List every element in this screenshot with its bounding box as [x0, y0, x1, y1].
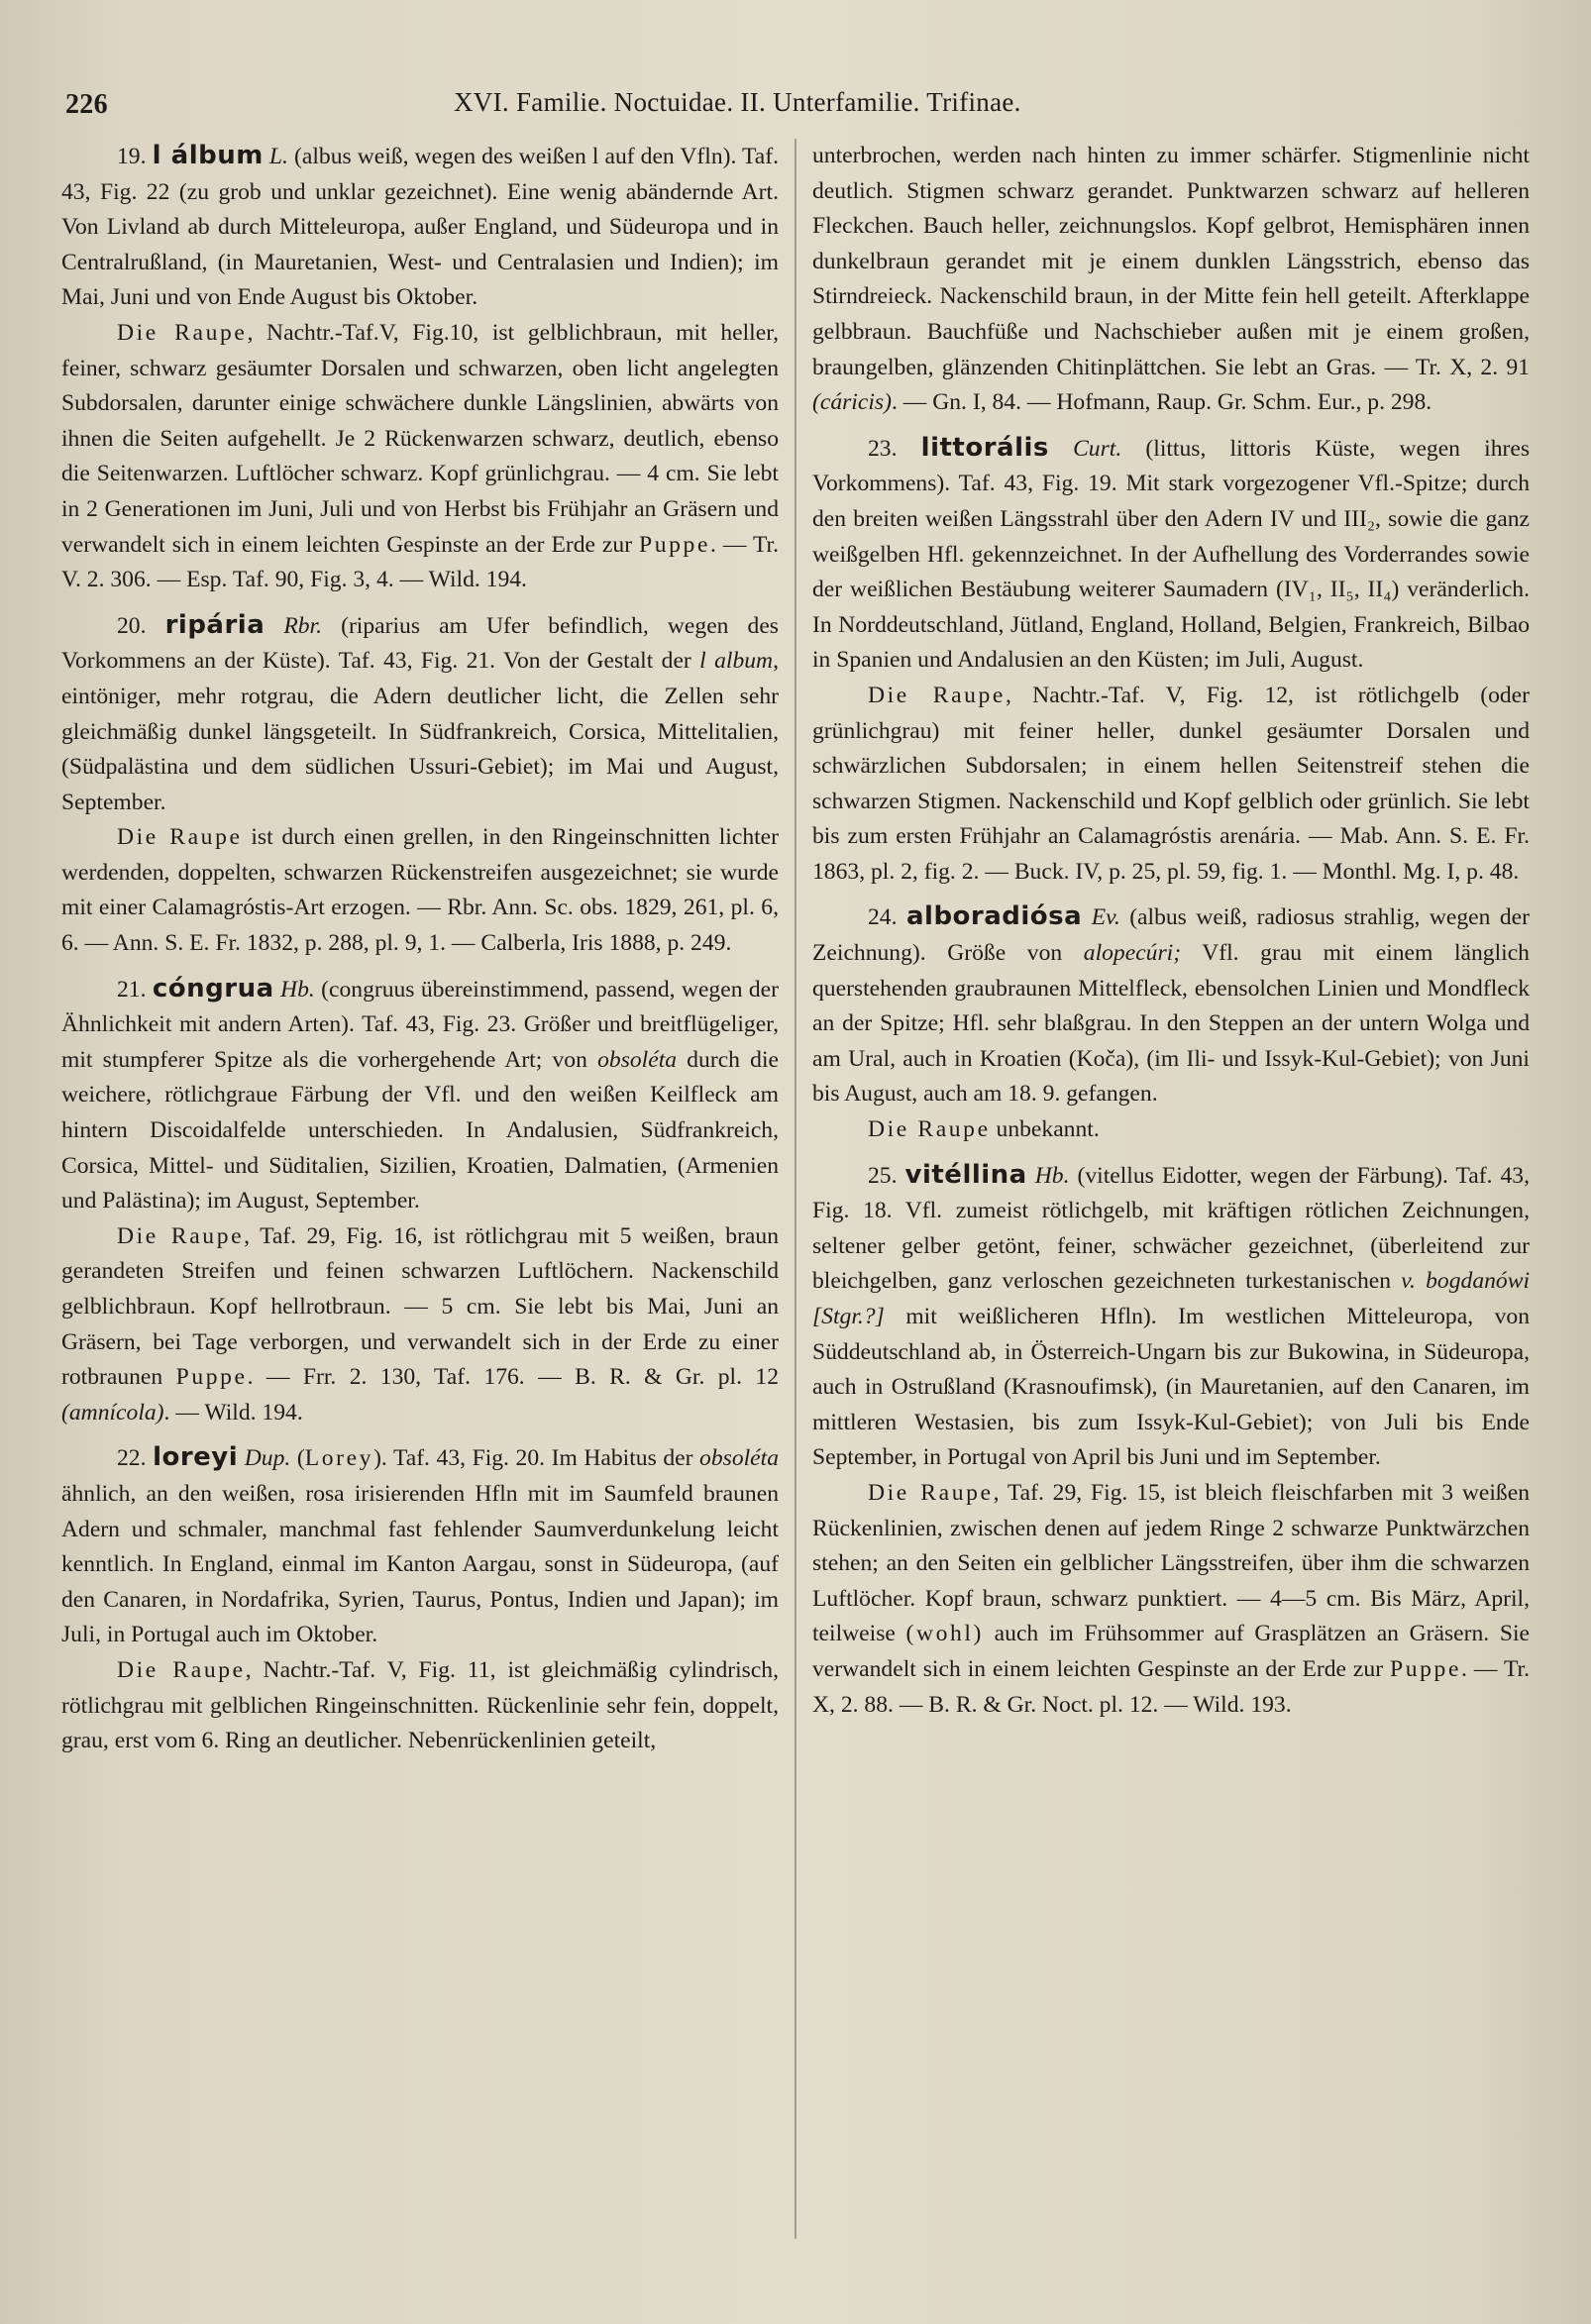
- species-entry-25: [812, 1158, 1530, 1724]
- entry-description: 25. vitéllina Hb. (vitellus Eidotter, wegen der Färbung). Taf. 43, Fig. 18. Vfl. zumeist rötlichgelb, mit kräftigen rötlichen Zeichnungen, seltener gelber getönt, feiner, schwächer gezeichnet, (überleitend zur bleichgelben, ganz verloschen gezeichneten turkestanischen v. bogdanówi [Stgr.?] mit weißlicheren Hfln). Im westlichen Mitteleuropa, von Süddeutschland ab, in Österreich-Ungarn bis zur Bukowina, in Südeuropa, auch in Ostrußland (Krasnoufimsk), (in Mauretanien, auf den Canaren, im mittleren Westasien, bis zum Issyk-Kul-Gebiet); von Juli bis Ende September, in Portugal von April bis Juni und im September.: [812, 1159, 1530, 1471]
- species-entry-21: [61, 972, 779, 1431]
- species-name: l álbum: [152, 141, 264, 170]
- page-header: [65, 87, 1541, 131]
- author: Dup.: [244, 1445, 291, 1472]
- species-name: alboradiósa: [905, 901, 1083, 932]
- larva-description: Die Raupe, Nachtr.-Taf. V, Fig. 12, ist rötlichgelb (oder grünlichgrau) mit feiner heller, dunkel gesäumter Dorsalen und schwärzlichen Subdorsalen; in einem hellen Seitenstreif stehen die schwarzen Stigmen. Nackenschild und Kopf gelblich oder grünlich. Sie lebt bis zum ersten Frühjahr an Calamagróstis arenária. — Mab. Ann. S. E. Fr. 1863, pl. 2, fig. 2. — Buck. IV, p. 25, pl. 59, fig. 1. — Monthl. Mg. I, p. 48.: [812, 682, 1530, 885]
- larva-description: Die Raupe, Nachtr.-Taf. V, Fig. 11, ist gleichmäßig cylindrisch, rötlichgrau mit gelblichen Ringeinschnitten. Rückenlinie sehr fein, doppelt, grau, erst vom 6. Ring an deutlicher. Nebenrückenlinien geteilt,: [61, 1656, 779, 1754]
- species-entry-22: [61, 1440, 779, 1758]
- larva-description: Die Raupe, Taf. 29, Fig. 15, ist bleich fleischfarben mit 3 weißen Rückenlinien, zwischen denen auf jedem Ringe 2 schwarze Punktwärzchen stehen; an den Seiten ein gelblicher Längsstreifen, über ihm die schwarzen Luftlöcher. Kopf braun, schwarz punktiert. — 4—5 cm. Bis März, April, teilweise (wohl) auch im Frühsommer auf Grasplätzen an Gräsern. Sie verwandelt sich in einem leichten Gespinste an der Erde zur Puppe. — Tr. X, 2. 88. — B. R. & Gr. Noct. pl. 12. — Wild. 193.: [812, 1479, 1530, 1718]
- author: Ev.: [1091, 904, 1120, 931]
- species-entry-24: [812, 899, 1530, 1147]
- entry-description: 20. ripária Rbr. (riparius am Ufer befindlich, wegen des Vorkommens an der Küste). Taf. 43, Fig. 21. Von der Gestalt der l album, eintöniger, mehr rotgrau, die Adern deutlicher licht, die Zellen sehr gleichmäßig dunkel längsgeteilt. In Südfrankreich, Corsica, Mittelitalien, (Südpalästina und dem südlichen Ussuri-Gebiet); im Mai und August, September.: [61, 609, 779, 815]
- column-divider: [795, 139, 796, 2239]
- entry-description: 19. l álbum L. (albus weiß, wegen des weißen l auf den Vfln). Taf. 43, Fig. 22 (zu grob und unklar gezeichnet). Eine wenig abändernde Art. Von Livland ab durch Mitteleuropa, außer England, und Südeuropa und in Centralrußland, (in Mauretanien, West- und Centralasien und Indien); im Mai, Juni und von Ende August bis Oktober.: [61, 141, 779, 311]
- species-name: vitéllina: [904, 1159, 1027, 1190]
- species-entry-23: [812, 431, 1530, 891]
- larva-description: Die Raupe, Nachtr.-Taf.V, Fig.10, ist gelblichbraun, mit heller, feiner, schwarz gesäumter Dorsalen und schwarzen, oben licht angelegten Subdorsalen, darunter einige schwächere dunkle Längslinien, abwärts von ihnen die Seiten aufgehellt. Je 2 Rückenwarzen schwarz, deutlich, ebenso die Seitenwarzen. Luftlöcher schwarz. Kopf grünlichgrau. — 4 cm. Sie lebt in 2 Generationen im Juni, Juli und von Herbst bis Frühjahr an Gräsern und verwandelt sich in einem leichten Gespinste an der Erde zur Puppe. — Tr. V. 2. 306. — Esp. Taf. 90, Fig. 3, 4. — Wild. 194.: [61, 319, 779, 593]
- left-column: [61, 139, 779, 2278]
- right-column: [812, 139, 1530, 2278]
- larva-description: Die Raupe, Taf. 29, Fig. 16, ist rötlichgrau mit 5 weißen, braun gerandeten Streifen und feinen schwarzen Luftlöchern. Nackenschild gelblichbraun. Kopf hellrotbraun. — 5 cm. Sie lebt bis Mai, Juni an Gräsern, bei Tage verborgen, und verwandelt sich in der Erde zu einer rotbraunen Puppe. — Frr. 2. 130, Taf. 176. — B. R. & Gr. pl. 12 (amnícola). — Wild. 194.: [61, 1222, 779, 1426]
- entry-description: 24. alboradiósa Ev. (albus weiß, radiosus strahlig, wegen der Zeichnung). Größe von alopecúri; Vfl. grau mit einem länglich querstehenden graubraunen Mittelfleck, ebensolchen Linien und Mondfleck an der Spitze; Hfl. sehr blaßgrau. In den Steppen an der untern Wolga und am Ural, auch in Kroatien (Koča), (im Ili- und Issyk-Kul-Gebiet); von Juni bis August, auch am 18. 9. gefangen.: [812, 901, 1530, 1108]
- species-name: littorális: [920, 432, 1049, 463]
- larva-description: Die Raupe unbekannt.: [868, 1116, 1100, 1143]
- larva-description: Die Raupe ist durch einen grellen, in den Ringeinschnitten lichter werdenden, doppelten, schwarzen Rückenstreifen ausgezeichnet; sie wurde mit einer Calamagróstis-Art erzogen. — Rbr. Ann. Sc. obs. 1829, 261, pl. 6, 6. — Ann. S. E. Fr. 1832, p. 288, pl. 9, 1. — Calberla, Iris 1888, p. 249.: [61, 824, 779, 957]
- entry-description: 23. littorális Curt. (littus, littoris Küste, wegen ihres Vorkommens). Taf. 43, Fig. 19. Mit stark vorgezogener Vfl.-Spitze; durch den breiten weißen Längsstrahl über den Adern IV und III₂, sowie die ganz weißgelben Hfl. gekennzeichnet. In der Aufhellung des Vorderrandes sowie der weißlichen Bestäubung weiterer Saumadern (IV₁, II₅, II₄) veränderlich. In Norddeutschland, Jütland, England, Holland, Belgien, Frankreich, Bilbao in Spanien und Andalusien an den Küsten; im Juli, August.: [812, 432, 1530, 674]
- entry-description: 22. loreyi Dup. (Lorey). Taf. 43, Fig. 20. Im Habitus der obsoléta ähnlich, an den weißen, rosa irisierenden Hfln mit im Saumfeld braunen Adern und schmaler, manchmal fast fehlender Saumverdunkelung leicht kenntlich. In England, einmal im Kanton Aargau, sonst in Südeuropa, (auf den Canaren, in Nordafrika, Syrien, Taurus, Pontus, Indien und Japan); im Juli, in Portugal auch im Oktober.: [61, 1442, 779, 1648]
- running-head: XVI. Familie. Noctuidae. II. Unterfamilie. Trifinae.: [454, 87, 1021, 117]
- species-entry-20: [61, 608, 779, 962]
- author: Hb.: [280, 976, 315, 1003]
- continued-larva-text: unterbrochen, werden nach hinten zu immer schärfer. Stigmenlinie nicht deutlich. Stigmen schwarz gerandet. Punktwarzen schwarz auf helleren Fleckchen. Bauch heller, zeichnungslos. Kopf gelbrot, Hemisphären innen dunkelbraun gerandet mit je einem dunklen Längsstrich, ebenso das Stirndreieck. Nackenschild braun, in der Mitte fein hell geteilt. Afterklappe gelbbraun. Bauchfüße und Nachschieber außen mit je einem großen, braungelben, glänzenden Chitinplättchen. Sie lebt an Gras. — Tr. X, 2. 91 (cáricis). — Gn. I, 84. — Hofmann, Raup. Gr. Schm. Eur., p. 298.: [812, 143, 1530, 416]
- author: Curt.: [1073, 435, 1122, 462]
- author: Rbr.: [283, 612, 323, 639]
- species-entry-19: [61, 139, 779, 598]
- author: Hb.: [1034, 1162, 1070, 1189]
- page-number: 226: [65, 89, 108, 120]
- author: L.: [268, 144, 288, 169]
- species-name: loreyi: [153, 1442, 239, 1473]
- species-name: ripária: [164, 609, 265, 640]
- species-name: cóngrua: [152, 973, 274, 1004]
- entry-description: 21. cóngrua Hb. (congruus übereinstimmend, passend, wegen der Ähnlichkeit mit andern Arten). Taf. 43, Fig. 23. Größer und breitflügeliger, mit stumpferer Spitze als die vorhergehende Art; von obsoléta durch die weichere, rötlichgraue Färbung der Vfl. und den weißen Keilfleck am hintern Discoidalfelde unterschieden. In Andalusien, Südfrankreich, Corsica, Mittel- und Süditalien, Sizilien, Kroatien, Dalmatien, (Armenien und Palästina); im August, September.: [61, 973, 779, 1215]
